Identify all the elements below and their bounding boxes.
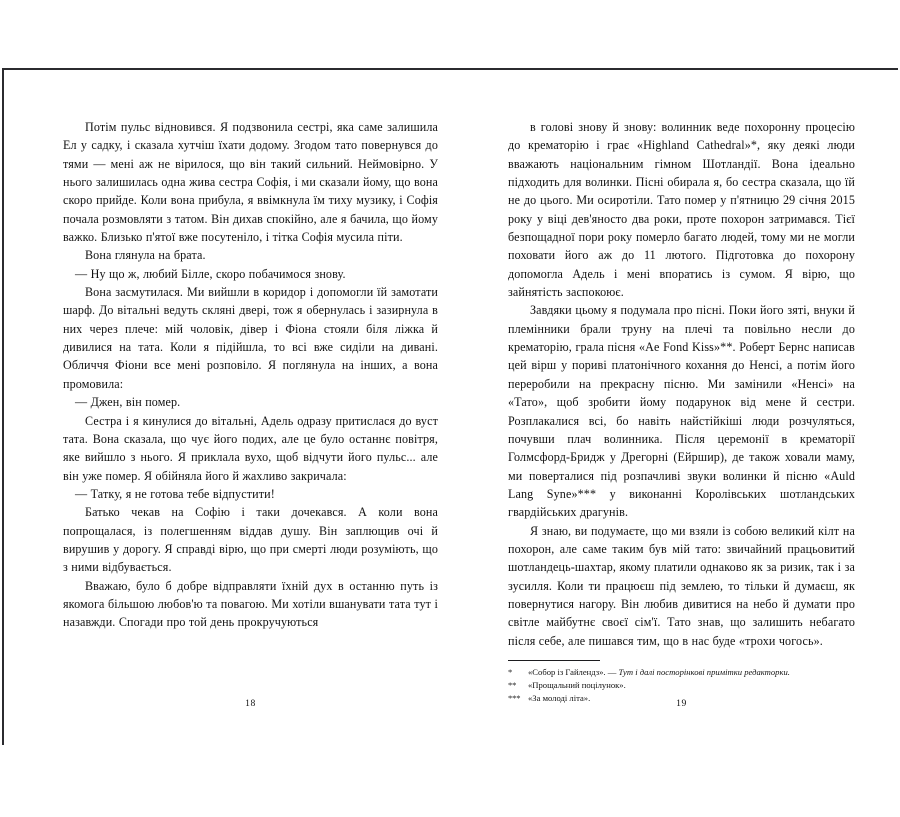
paragraph: Вона глянула на брата. bbox=[85, 248, 206, 263]
paragraph: Завдяки цьому я подумала про пісні. Поки його зяті, внуки й племінники брали труну на плечі та повільно несли до крематорію, грала пісня «Ae Fond Kiss»**. Роберт Бернс написав цей вірш у пориві платонічного кохання до Ненсі, а потім його переробили на прекрасну пісню. Ми замінили «Ненсі» на «Тато», щоб зробити йому подарунок від мене й сестри. Розплакалися всі, бо навіть найстійкіші люди розчуляться, почувши плач волинника. Після церемонії в крематорії Голмсфорд-Бридж у Дрегорні (Ейршир), де також ховали маму, ми поверталися під розпачливі звуки волинки й пісню «Auld Lang Syne»*** у виконанні Королівських шотландських гвардійських драгунів. bbox=[508, 303, 855, 520]
paragraph: Батько чекав на Софію і таки дочекався. А коли вона попрощалася, із полегшенням віддав душу. Він заплющив очі й вирушив у дорогу. Я справді вірю, що при смерті люди розуміють, що з ними відбувається. bbox=[63, 505, 438, 575]
page-number-right: 19 bbox=[676, 698, 687, 709]
paragraph: — Татку, я не готова тебе відпустити! bbox=[75, 486, 275, 501]
paragraph: в голові знову й знову: волинник веде похоронну процесію до крематорію і грає «Highland Cathedral»*, яку деякі люди вважають національним гімном Шотландії. Вона ідеально підходить для волинки. Пісні обирала я, бо сестра сказала, що їй не до цього. Ми осиротіли. Тато помер у п'ятницю 29 січня 2015 року у віці дев'яносто два роки, проте похорон затримався. Тієї безпощадної пори року померло багато людей, тому ми не могли поховати його аж до 11 лютого. Підготовка до похорону допомогла Адель і мені впоратись із сумом. Я вірю, що зайнятість заспокоює. bbox=[508, 120, 855, 300]
paragraph: Вона засмутилася. Ми вийшли в коридор і допомогли їй замотати шарф. До вітальні ведуть скляні двері, тож я обернулась і зазирнула в них через плече: мій чоловік, дівер і Фіона стояли біля ліжка й дивилися на тата. Коли я підійшла, то всі вже сиділи на дивані. Обличчя Фіони все мені розповіло. Я поглянула на інших, а вона промовила: bbox=[63, 285, 438, 391]
page-top-rule bbox=[2, 68, 898, 70]
paragraph: — Джен, він помер. bbox=[75, 395, 181, 410]
paragraph: Я знаю, ви подумаєте, що ми взяли із собою великий кілт на похорон, але саме таким був мій тато: звичайний працьовитий шотландець-шахтар, якому платили однаково як за ризик, так і за зусилля. Коли ти працюєш під землею, то тільки й думаєш, як повернутися нагору. Він любив дивитися на небо й думати про світле майбутнє своєї сім'ї. Тато знав, що залишить небагато після себе, але пишався тим, що в нас буде «трохи чогось». bbox=[508, 523, 855, 648]
left-page-body-text bbox=[63, 118, 438, 632]
footnote-text: «Прощальний поцілунок». bbox=[528, 680, 626, 691]
footnote-marker: ** bbox=[508, 680, 517, 691]
footnote-marker: * bbox=[508, 666, 513, 677]
paragraph: Потім пульс відновився. Я подзвонила сестрі, яка саме залишила Ел у садку, і сказала хутчіш їхати додому. Згодом тато повернувся до тями — мені аж не вірилося, що він такий сильний. Неймовірно. У нього залишилась одна жива сестра Софія, і ми сказали йому, що вона скоро прийде. Коли вона прибула, я ввімкнула їм тиху музику, і Софія почала розмовляти з татом. Він дихав спокійно, але я бачила, що йому важко. Близько п'ятої вже посутеніло, і тітка Софія мусила піти. bbox=[63, 120, 438, 245]
paragraph: Вважаю, було б добре відправляти їхній дух в останню путь із якомога більшою любов'ю та повагою. Ми хотіли вшанувати тата тут і назавжди. Спогади про той день прокручуються bbox=[63, 578, 438, 630]
footnote-row bbox=[508, 679, 855, 692]
footnote-marker: *** bbox=[508, 693, 521, 704]
paragraph: Сестра і я кинулися до вітальні, Адель одразу притислася до вуст тата. Вона сказала, що чує його подих, але це було останнє повітря, яке вийшло з нього. Я приклала вухо, щоб відчути його пульс... але він уже помер. Я обійняла його й жахливо закричала: bbox=[63, 413, 438, 483]
page-left-rule bbox=[2, 68, 4, 745]
footnote-text: «За молоді літа». bbox=[528, 693, 591, 704]
right-page-body-text bbox=[508, 118, 855, 650]
footnote-editor-note: Тут і далі посторінкові примітки редакторки. bbox=[618, 666, 790, 677]
footnote-text: «Собор із Гайлендз». — Тут і далі посторінкові примітки редакторки. bbox=[528, 666, 790, 677]
left-page bbox=[63, 118, 438, 632]
page-number-left: 18 bbox=[245, 698, 256, 709]
footnote-row bbox=[508, 666, 855, 679]
paragraph: — Ну що ж, любий Білле, скоро побачимося знову. bbox=[75, 266, 346, 281]
right-page bbox=[508, 118, 855, 706]
